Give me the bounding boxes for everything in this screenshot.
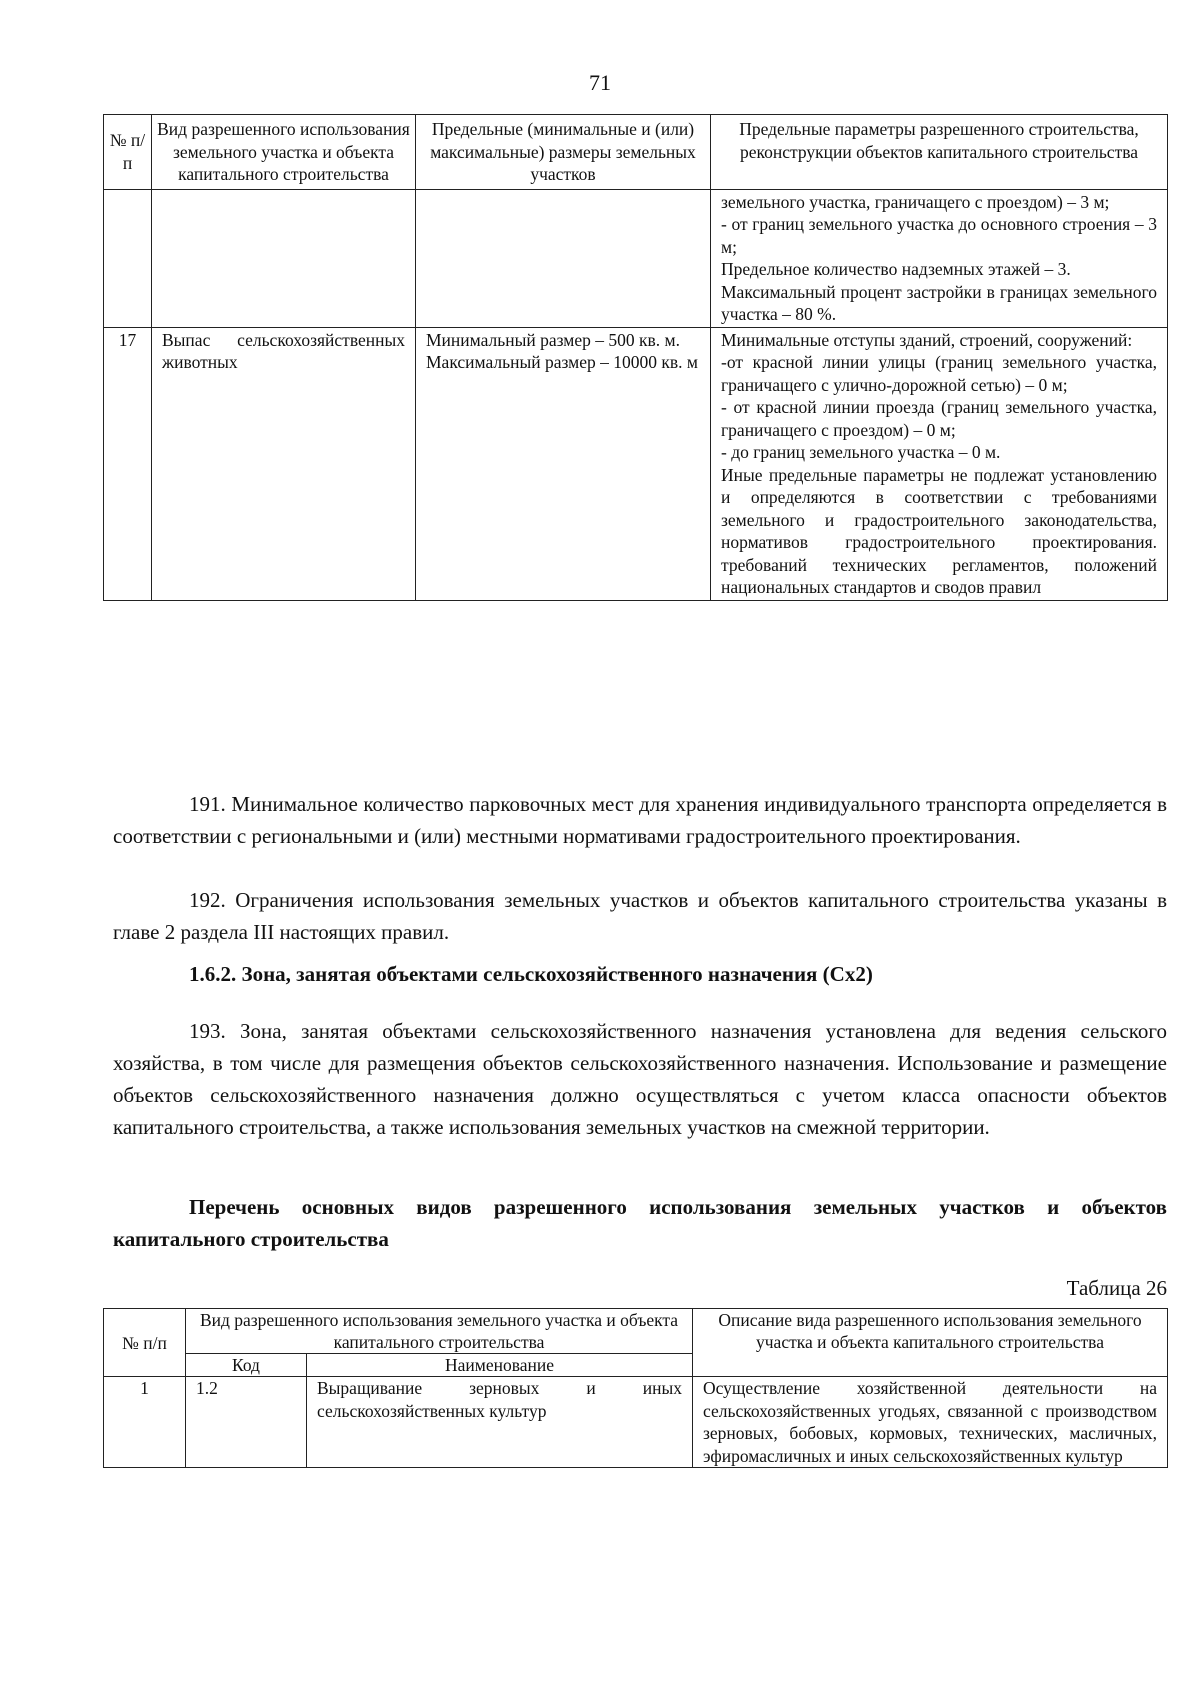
plot-sizes-cell <box>416 327 711 600</box>
param-line: -от красной линии улицы (границ земельного участка, граничащего с улично-дорожной сетью) – 0 м; <box>721 352 1157 395</box>
paragraph-191: 191. Минимальное количество парковочных мест для хранения индивидуального транспорта определяется в соответствии с региональными и (или) местными нормативами градостроительного проектирования. <box>113 792 1167 848</box>
table-cell <box>152 189 416 327</box>
table-caption: Таблица 26 <box>1066 1276 1167 1300</box>
param-line: Максимальный процент застройки в границах земельного участка – 80 %. <box>721 281 1157 324</box>
code-cell: 1.2 <box>186 1377 307 1468</box>
row-number: 17 <box>104 327 152 600</box>
param-line: - до границ земельного участка – 0 м. <box>721 442 1001 462</box>
size-line: Максимальный размер – 10000 кв. м <box>426 352 698 372</box>
table-row <box>104 189 1168 327</box>
param-line: Минимальные отступы зданий, строений, сооружений: <box>721 329 1133 350</box>
name-cell: Выращивание зерновых и иных сельскохозяйственных культур <box>307 1377 693 1468</box>
table-cell <box>104 189 152 327</box>
header-use-type: Вид разрешенного использования земельного участка и объекта капитального строительства <box>186 1309 693 1354</box>
table-header-row <box>104 1309 1168 1354</box>
table-cell <box>416 189 711 327</box>
header-code: Код <box>186 1354 307 1377</box>
table-header-row <box>104 115 1168 190</box>
param-line: - от границ земельного участка до основного строения – 3 м; <box>721 214 1157 257</box>
header-name: Наименование <box>307 1354 693 1377</box>
table-row <box>104 327 1168 600</box>
param-line: земельного участка, граничащего с проездом) – 3 м; <box>721 191 1110 212</box>
page-number: 71 <box>589 70 611 95</box>
header-plot-sizes: Предельные (минимальные и (или) максимальные) размеры земельных участков <box>416 115 711 190</box>
section-heading: 1.6.2. Зона, занятая объектами сельскохозяйственного назначения (Сх2) <box>189 962 873 986</box>
header-use-type: Вид разрешенного использования земельного участка и объекта капитального строительства <box>152 115 416 190</box>
param-line: Иные предельные параметры не подлежат установлению и определяются в соответствии с требованиями земельного и градостроительного законодательства, нормативов градостроительного проектирования. требований технических регламентов, положений национальных стандартов и сводов правил <box>721 464 1157 597</box>
header-description: Описание вида разрешенного использования земельного участка и объекта капитального строительства <box>693 1309 1168 1377</box>
table-cell <box>711 189 1168 327</box>
header-number: № п/п <box>104 115 152 190</box>
table-row <box>104 1377 1168 1468</box>
header-number: № п/п <box>104 1309 186 1377</box>
size-line: Минимальный размер – 500 кв. м. <box>426 329 680 350</box>
paragraph-192: 192. Ограничения использования земельных участков и объектов капитального строительства указаны в главе 2 раздела III настоящих правил. <box>113 888 1167 944</box>
row-number: 1 <box>104 1377 186 1468</box>
param-line: Предельное количество надземных этажей – 3. <box>721 259 1071 279</box>
list-title: Перечень основных видов разрешенного использования земельных участков и объектов капитального строительства <box>113 1195 1167 1251</box>
use-type-cell: Выпас сельскохозяйственных животных <box>152 327 416 600</box>
permitted-uses-table <box>103 1308 1168 1468</box>
param-line: - от красной линии проезда (границ земельного участка, граничащего с проездом) – 0 м; <box>721 397 1157 440</box>
description-cell: Осуществление хозяйственной деятельности на сельскохозяйственных угодьях, связанной с производством зерновых, бобовых, кормовых, технических, масличных, эфиромасличных и иных сельскохозяйственных культур <box>693 1377 1168 1468</box>
header-construction-params: Предельные параметры разрешенного строительства, реконструкции объектов капитального строительства <box>711 115 1168 190</box>
land-use-parameters-table <box>103 114 1168 601</box>
paragraph-193: 193. Зона, занятая объектами сельскохозяйственного назначения установлена для ведения сельского хозяйства, в том числе для размещения объектов сельскохозяйственного назначения. Использование и размещение объектов сельскохозяйственного назначения должно осуществляться с учетом класса опасности объектов капитального строительства, а также использования земельных участков на смежной территории. <box>113 1019 1167 1139</box>
params-cell <box>711 327 1168 600</box>
